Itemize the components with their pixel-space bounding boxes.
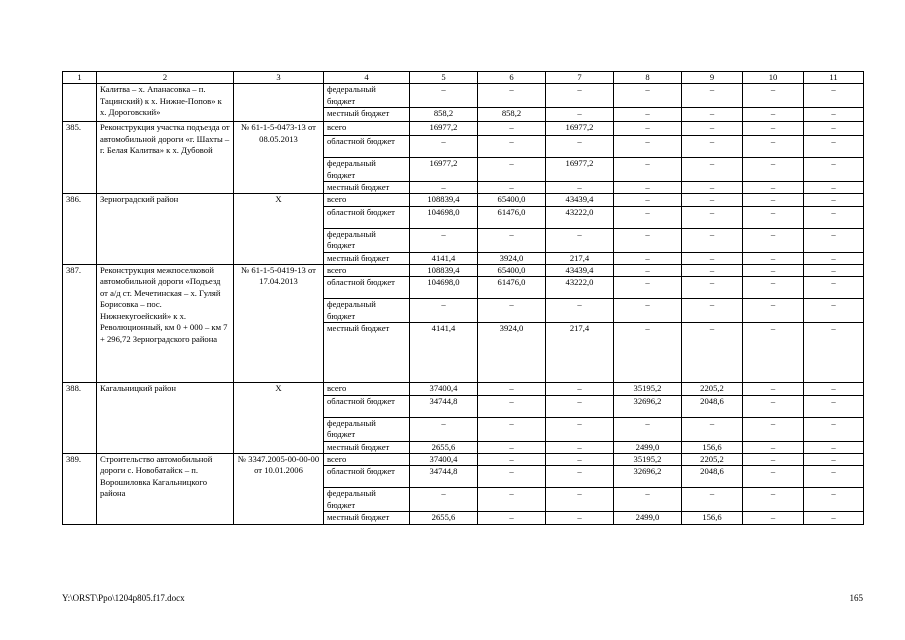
value-cell: – (614, 265, 682, 277)
value-cell: 34744,8 (410, 395, 478, 417)
funding-source-cell: местный бюджет (324, 441, 410, 453)
value-cell: – (804, 299, 864, 323)
header-cell: 3 (234, 72, 324, 84)
value-cell: – (804, 383, 864, 395)
value-cell: 16977,2 (410, 158, 478, 182)
value-cell: 156,6 (682, 441, 743, 453)
value-cell: – (682, 299, 743, 323)
value-cell: 858,2 (410, 108, 478, 122)
value-cell: – (743, 395, 804, 417)
value-cell: – (682, 158, 743, 182)
value-cell: – (743, 84, 804, 108)
value-cell: 2499,0 (614, 512, 682, 524)
value-cell: – (804, 466, 864, 488)
table-body (63, 84, 864, 524)
document-cell: X (234, 194, 324, 265)
value-cell: – (478, 136, 546, 158)
header-row (63, 72, 864, 84)
row-number-cell: 389. (63, 453, 97, 524)
funding-source-cell: всего (324, 194, 410, 206)
value-cell: 104698,0 (410, 206, 478, 228)
value-cell: – (546, 466, 614, 488)
value-cell: – (614, 206, 682, 228)
value-cell: – (743, 441, 804, 453)
funding-source-cell: всего (324, 453, 410, 465)
row-number-cell: 386. (63, 194, 97, 265)
value-cell: – (804, 158, 864, 182)
header-cell: 5 (410, 72, 478, 84)
funding-source-cell: местный бюджет (324, 182, 410, 194)
value-cell: – (410, 299, 478, 323)
value-cell: – (410, 182, 478, 194)
value-cell: – (743, 323, 804, 383)
funding-source-cell: местный бюджет (324, 252, 410, 264)
value-cell: – (743, 136, 804, 158)
value-cell: – (478, 158, 546, 182)
table-row (63, 453, 864, 465)
row-number-cell (63, 84, 97, 122)
header-cell: 1 (63, 72, 97, 84)
header-cell: 2 (97, 72, 234, 84)
header-cell: 11 (804, 72, 864, 84)
value-cell: 34744,8 (410, 466, 478, 488)
document-cell: № 3347.2005-00-00-00 от 10.01.2006 (234, 453, 324, 524)
funding-source-cell: федеральный бюджет (324, 299, 410, 323)
value-cell: – (478, 512, 546, 524)
value-cell: – (682, 194, 743, 206)
object-name-cell: Зерноградский район (97, 194, 234, 265)
table-row (63, 122, 864, 136)
value-cell: 858,2 (478, 108, 546, 122)
value-cell: – (743, 158, 804, 182)
object-name-cell: Реконструкция участка подъезда от автомобильной дороги «г. Шахты – г. Белая Калитва» к х. Дубовой (97, 122, 234, 194)
value-cell: – (804, 453, 864, 465)
value-cell: – (614, 228, 682, 252)
value-cell: 2655,6 (410, 441, 478, 453)
value-cell: – (546, 395, 614, 417)
header-cell: 9 (682, 72, 743, 84)
object-name-cell: Кагальницкий район (97, 383, 234, 454)
value-cell: – (614, 488, 682, 512)
value-cell: 108839,4 (410, 265, 478, 277)
value-cell: – (682, 323, 743, 383)
value-cell: 65400,0 (478, 265, 546, 277)
value-cell: – (478, 441, 546, 453)
value-cell: – (546, 182, 614, 194)
value-cell: – (804, 206, 864, 228)
value-cell: – (804, 122, 864, 136)
funding-source-cell: местный бюджет (324, 108, 410, 122)
value-cell: 3924,0 (478, 323, 546, 383)
budget-table (62, 71, 864, 525)
table-row (63, 84, 864, 108)
value-cell: 2205,2 (682, 453, 743, 465)
value-cell: – (478, 84, 546, 108)
value-cell: – (682, 182, 743, 194)
value-cell: – (478, 228, 546, 252)
value-cell: – (614, 84, 682, 108)
value-cell: 43439,4 (546, 194, 614, 206)
value-cell: 16977,2 (410, 122, 478, 136)
value-cell: – (743, 277, 804, 299)
value-cell: – (743, 512, 804, 524)
value-cell: – (804, 417, 864, 441)
value-cell: – (682, 488, 743, 512)
value-cell: 61476,0 (478, 206, 546, 228)
value-cell: – (682, 108, 743, 122)
value-cell: – (804, 228, 864, 252)
value-cell: – (410, 84, 478, 108)
value-cell: – (743, 488, 804, 512)
value-cell: 16977,2 (546, 122, 614, 136)
value-cell: – (743, 265, 804, 277)
row-number-cell: 385. (63, 122, 97, 194)
funding-source-cell: всего (324, 265, 410, 277)
value-cell: 4141,4 (410, 252, 478, 264)
value-cell: – (478, 182, 546, 194)
value-cell: – (478, 122, 546, 136)
value-cell: – (478, 466, 546, 488)
row-number-cell: 387. (63, 265, 97, 383)
value-cell: – (682, 136, 743, 158)
value-cell: – (682, 417, 743, 441)
header-cell: 4 (324, 72, 410, 84)
value-cell: – (743, 453, 804, 465)
document-cell: № 61-1-5-0419-13 от 17.04.2013 (234, 265, 324, 383)
funding-source-cell: всего (324, 383, 410, 395)
value-cell: 2048,6 (682, 466, 743, 488)
value-cell: 37400,4 (410, 383, 478, 395)
value-cell: – (410, 417, 478, 441)
funding-source-cell: местный бюджет (324, 512, 410, 524)
value-cell: – (743, 182, 804, 194)
value-cell: – (743, 466, 804, 488)
object-name-cell: Строительство автомобильной дороги с. Новобатайск – п. Ворошиловка Кагальницкого района (97, 453, 234, 524)
value-cell: – (614, 136, 682, 158)
value-cell: – (743, 194, 804, 206)
value-cell: – (614, 194, 682, 206)
value-cell: 2655,6 (410, 512, 478, 524)
value-cell: – (743, 383, 804, 395)
value-cell: – (614, 158, 682, 182)
value-cell: – (614, 122, 682, 136)
value-cell: 217,4 (546, 323, 614, 383)
value-cell: – (546, 417, 614, 441)
value-cell: – (804, 84, 864, 108)
funding-source-cell: местный бюджет (324, 323, 410, 383)
value-cell: – (682, 277, 743, 299)
page-number: 165 (849, 593, 863, 603)
value-cell: – (682, 265, 743, 277)
funding-source-cell: федеральный бюджет (324, 158, 410, 182)
value-cell: – (614, 252, 682, 264)
value-cell: 2499,0 (614, 441, 682, 453)
value-cell: 16977,2 (546, 158, 614, 182)
value-cell: – (682, 206, 743, 228)
value-cell: – (804, 194, 864, 206)
document-cell: № 61-1-5-0473-13 от 08.05.2013 (234, 122, 324, 194)
header-cell: 7 (546, 72, 614, 84)
value-cell: – (478, 383, 546, 395)
table-row (63, 383, 864, 395)
table-row (63, 265, 864, 277)
value-cell: – (804, 108, 864, 122)
header-cell: 8 (614, 72, 682, 84)
value-cell: – (478, 488, 546, 512)
value-cell: – (743, 252, 804, 264)
value-cell: 2048,6 (682, 395, 743, 417)
funding-source-cell: областной бюджет (324, 466, 410, 488)
value-cell: – (682, 252, 743, 264)
value-cell: 3924,0 (478, 252, 546, 264)
value-cell: – (478, 417, 546, 441)
funding-source-cell: федеральный бюджет (324, 488, 410, 512)
document-cell: X (234, 383, 324, 454)
value-cell: – (743, 122, 804, 136)
header-cell: 6 (478, 72, 546, 84)
value-cell: – (804, 252, 864, 264)
value-cell: – (804, 488, 864, 512)
funding-source-cell: всего (324, 122, 410, 136)
value-cell: – (804, 182, 864, 194)
value-cell: – (743, 206, 804, 228)
value-cell: – (478, 453, 546, 465)
value-cell: – (478, 299, 546, 323)
value-cell: 61476,0 (478, 277, 546, 299)
value-cell: – (478, 395, 546, 417)
value-cell: – (682, 122, 743, 136)
value-cell: – (804, 395, 864, 417)
value-cell: 217,4 (546, 252, 614, 264)
value-cell: 2205,2 (682, 383, 743, 395)
value-cell: – (804, 441, 864, 453)
value-cell: – (804, 265, 864, 277)
value-cell: 43439,4 (546, 265, 614, 277)
row-number-cell: 388. (63, 383, 97, 454)
value-cell: – (546, 228, 614, 252)
value-cell: – (410, 488, 478, 512)
file-path: Y:\ORST\Ppo\1204p805.f17.docx (62, 593, 185, 603)
value-cell: – (546, 512, 614, 524)
value-cell: 108839,4 (410, 194, 478, 206)
value-cell: – (546, 136, 614, 158)
table-row (63, 194, 864, 206)
value-cell: – (743, 299, 804, 323)
value-cell: 35195,2 (614, 383, 682, 395)
value-cell: – (546, 299, 614, 323)
value-cell: 65400,0 (478, 194, 546, 206)
value-cell: – (804, 512, 864, 524)
funding-source-cell: федеральный бюджет (324, 84, 410, 108)
value-cell: – (682, 228, 743, 252)
object-name-cell: Калитва – х. Апанасовка – п. Тацинский) к х. Нижне-Попов» к х. Дороговский» (97, 84, 234, 122)
value-cell: – (614, 323, 682, 383)
value-cell: 43222,0 (546, 206, 614, 228)
value-cell: – (614, 299, 682, 323)
value-cell: – (546, 453, 614, 465)
document-cell (234, 84, 324, 122)
value-cell: – (546, 108, 614, 122)
value-cell: – (410, 228, 478, 252)
value-cell: 43222,0 (546, 277, 614, 299)
value-cell: 4141,4 (410, 323, 478, 383)
value-cell: – (546, 383, 614, 395)
funding-source-cell: федеральный бюджет (324, 417, 410, 441)
value-cell: 32696,2 (614, 466, 682, 488)
value-cell: – (614, 182, 682, 194)
funding-source-cell: областной бюджет (324, 206, 410, 228)
value-cell: – (804, 136, 864, 158)
value-cell: – (804, 277, 864, 299)
value-cell: – (743, 417, 804, 441)
value-cell: – (546, 488, 614, 512)
object-name-cell: Реконструкция межпоселковой автомобильной дороги «Подъезд от а/д ст. Мечетинская – х. Гуляй Борисовка – пос. Нижнекугоейский» к х. Революционный, км 0 + 000 – км 7 + 296,72 Зерноградского района (97, 265, 234, 383)
value-cell: – (614, 108, 682, 122)
funding-source-cell: областной бюджет (324, 277, 410, 299)
value-cell: 32696,2 (614, 395, 682, 417)
funding-source-cell: областной бюджет (324, 136, 410, 158)
funding-source-cell: федеральный бюджет (324, 228, 410, 252)
value-cell: – (410, 136, 478, 158)
value-cell: – (614, 277, 682, 299)
value-cell: 156,6 (682, 512, 743, 524)
value-cell: – (614, 417, 682, 441)
value-cell: – (743, 228, 804, 252)
header-cell: 10 (743, 72, 804, 84)
value-cell: 37400,4 (410, 453, 478, 465)
value-cell: – (804, 323, 864, 383)
value-cell: – (546, 441, 614, 453)
value-cell: – (546, 84, 614, 108)
value-cell: 35195,2 (614, 453, 682, 465)
value-cell: – (743, 108, 804, 122)
value-cell: – (682, 84, 743, 108)
value-cell: 104698,0 (410, 277, 478, 299)
funding-source-cell: областной бюджет (324, 395, 410, 417)
